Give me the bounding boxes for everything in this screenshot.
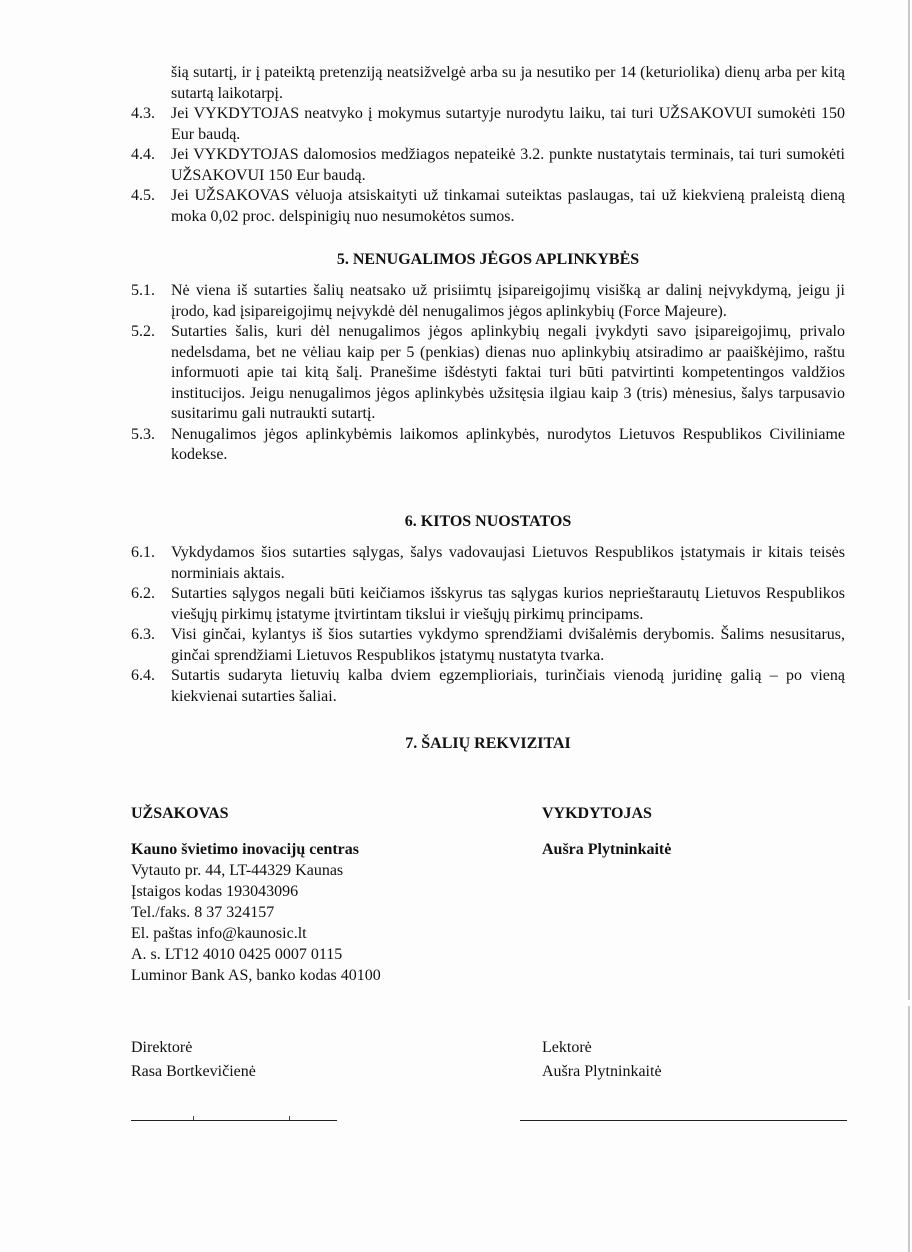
customer-signatory — [131, 1036, 256, 1084]
clause-text: Jei VYKDYTOJAS dalomosios medžiagos nepateikė 3.2. punkte nustatytais terminais, tai turi sumokėti UŽSAKOVUI 150 Eur baudą. — [171, 146, 845, 184]
clause-number: 6.4. — [131, 667, 155, 684]
clause-6-1 — [131, 543, 845, 584]
clause-6-3 — [131, 625, 845, 666]
customer-details — [131, 803, 381, 986]
provider-role: VYKDYTOJAS — [542, 805, 652, 822]
clause-text: Sutarties sąlygos negali būti keičiamos išskyrus tas sąlygas kurios neprieštarautų Lietuvos Respublikos viešųjų pirkimų įstatyme įtvirtintam tikslui ir viešųjų pirkimų principams. — [171, 585, 845, 623]
provider-signatory-name: Aušra Plytninkaitė — [542, 1063, 662, 1080]
page-edge — [908, 1006, 910, 1252]
page-edge — [908, 0, 910, 1000]
clause-5-3 — [131, 425, 845, 466]
customer-position: Direktorė — [131, 1039, 193, 1056]
clause-text: Sutarties šalis, kuri dėl nenugalimos jėgos aplinkybių negali įvykdyti savo įsipareigojimų, privalo nedelsdama, bet ne vėliau kaip per 5 (penkias) dienas nuo aplinkybių atsiradimo ar paaiškėjimo, raštu informuoti apie tai kitą šalį. Pranešime išdėstyti faktai turi būti patvirtinti kompetentingos valdžios institucijos. Jeigu nenugalimos jėgos aplinkybės užsitęsia ilgiau kaip 3 (tris) mėnesius, šalys tarpusavio susitarimu gali nutraukti sutartį. — [171, 323, 845, 422]
clause-number: 5.1. — [131, 282, 155, 299]
section-5 — [131, 281, 845, 466]
customer-bank: Luminor Bank AS, banko kodas 40100 — [131, 967, 381, 984]
customer-name: Kauno švietimo inovacijų centras — [131, 841, 359, 858]
provider-signatory — [542, 1036, 662, 1084]
clause-number: 5.3. — [131, 425, 155, 443]
clause-continuation: šią sutartį, ir į pateiktą pretenziją neatsižvelgė arba su ja nesutiko per 14 (keturiolika) dienų arba per kitą sutartą laikotarpį. — [171, 64, 845, 102]
customer-signature-line — [131, 1120, 337, 1121]
clause-number: 4.4. — [131, 146, 155, 163]
customer-account: A. s. LT12 4010 0425 0007 0115 — [131, 946, 343, 963]
section-7-heading: 7. ŠALIŲ REKVIZITAI — [405, 735, 571, 752]
clause-6-4 — [131, 666, 845, 707]
clause-5-2 — [131, 322, 845, 425]
clause-text: Visi ginčai, kylantys iš šios sutarties vykdymo sprendžiami dvišalėmis derybomis. Šalims nesusitarus, ginčai sprendžiami Lietuvos Respublikos įstatymų nustatyta tvarka. — [171, 626, 845, 664]
section-6 — [131, 543, 845, 707]
clause-number: 6.2. — [131, 585, 155, 602]
customer-phone: Tel./faks. 8 37 324157 — [131, 904, 275, 921]
section-4 — [131, 63, 845, 227]
clause-text: Jei UŽSAKOVAS vėluoja atsiskaityti už tinkamai suteiktas paslaugas, tai už kiekvieną praleistą dieną moka 0,02 proc. delspinigių nuo nesumokėtos sumos. — [171, 187, 845, 225]
clause-6-2 — [131, 584, 845, 625]
provider-position: Lektorė — [542, 1039, 592, 1056]
clause-text: Nenugalimos jėgos aplinkybėmis laikomos aplinkybės, nurodytos Lietuvos Respublikos Civiliniame kodekse. — [171, 425, 845, 463]
customer-signatory-name: Rasa Bortkevičienė — [131, 1063, 256, 1080]
clause-text: Nė viena iš sutarties šalių neatsako už prisiimtų įsipareigojimų visišką ar dalinį neįvykdymą, jeigu ji įrodo, kad įsipareigojimų neįvykdė dėl nenugalimos jėgos aplinkybių (Force Majeure). — [171, 282, 845, 320]
customer-email: El. paštas info@kaunosic.lt — [131, 925, 307, 942]
clause-text: Sutartis sudaryta lietuvių kalba dviem egzemplioriais, turinčiais vienodą juridinę galią – po vieną kiekvienai sutarties šaliai. — [171, 667, 845, 705]
clause-number: 6.1. — [131, 544, 155, 561]
provider-signature-line — [520, 1120, 847, 1121]
customer-address: Vytauto pr. 44, LT-44329 Kaunas — [131, 862, 344, 879]
section-5-heading: 5. NENUGALIMOS JĖGOS APLINKYBĖS — [336, 251, 640, 268]
clause-number: 4.5. — [131, 187, 155, 204]
section-6-heading: 6. KITOS NUOSTATOS — [404, 513, 572, 530]
signature-line-tick — [193, 1116, 194, 1120]
clause-number: 6.3. — [131, 626, 155, 643]
signature-line-tick — [289, 1116, 290, 1120]
clause-4-5 — [131, 186, 845, 227]
clause-text: Vykdydamos šios sutarties sąlygas, šalys vadovaujasi Lietuvos Respublikos įstatymais ir kitais teisės norminiais aktais. — [171, 544, 845, 582]
clause-5-1 — [131, 281, 845, 322]
provider-name: Aušra Plytninkaitė — [542, 841, 672, 858]
clause-number: 5.2. — [131, 323, 155, 340]
customer-role: UŽSAKOVAS — [131, 805, 229, 822]
clause-number: 4.3. — [131, 105, 155, 122]
clause-4-4 — [131, 145, 845, 186]
provider-details — [542, 803, 671, 860]
clause-4-3 — [131, 104, 845, 145]
clause-text: Jei VYKDYTOJAS neatvyko į mokymus sutartyje nurodytu laiku, tai turi UŽSAKOVUI sumokėti 150 Eur baudą. — [171, 105, 845, 143]
customer-code: Įstaigos kodas 193043096 — [131, 883, 299, 900]
